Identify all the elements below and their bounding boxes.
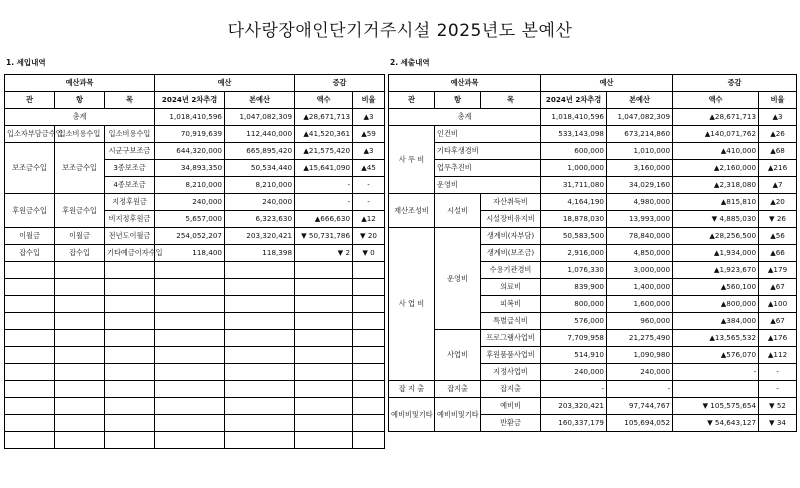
- expense-prev: 18,878,030: [541, 211, 607, 228]
- table-row: [5, 279, 385, 296]
- income-section-label: 1. 세입내역: [6, 58, 46, 67]
- expense-amount: ▲140,071,762: [673, 126, 759, 143]
- expense-ratio: ▲100: [759, 296, 797, 313]
- expense-prev: 600,000: [541, 143, 607, 160]
- expense-group-property: 재산조성비: [389, 194, 435, 228]
- expense-amount: ▲28,256,500: [673, 228, 759, 245]
- income-kwan: 후원금수입: [5, 194, 55, 228]
- expense-header-prev: 2024년 2차추경: [541, 92, 607, 109]
- expense-prev: 31,711,080: [541, 177, 607, 194]
- expense-header-change: 증감: [673, 75, 797, 92]
- income-prev: 254,052,207: [155, 228, 225, 245]
- expense-amount: ▲13,565,532: [673, 330, 759, 347]
- income-curr: 665,895,420: [225, 143, 295, 160]
- income-mok: 기타예금이자수입: [105, 245, 155, 262]
- expense-prev: 7,709,958: [541, 330, 607, 347]
- income-ratio: -: [353, 177, 385, 194]
- income-total-prev: 1,018,410,596: [155, 109, 225, 126]
- table-row: [5, 432, 385, 449]
- expense-label: 생계비(자부담): [481, 228, 541, 245]
- expense-header-kwan: 관: [389, 92, 435, 109]
- table-row: [389, 381, 797, 398]
- expense-hang-facility: 시설비: [435, 194, 481, 228]
- income-mok: 4종보조금: [105, 177, 155, 194]
- income-total-curr: 1,047,082,309: [225, 109, 295, 126]
- income-hang: 보조금수입: [55, 143, 105, 194]
- income-header-ratio: 비율: [353, 92, 385, 109]
- expense-hang-program: 사업비: [435, 330, 481, 381]
- expense-curr: 4,850,000: [607, 245, 673, 262]
- expense-curr: 960,000: [607, 313, 673, 330]
- expense-ratio: ▲56: [759, 228, 797, 245]
- income-mok: 비지정후원금: [105, 211, 155, 228]
- expense-ratio: ▲176: [759, 330, 797, 347]
- income-amount: ▲15,641,090: [295, 160, 353, 177]
- income-ratio: ▲59: [353, 126, 385, 143]
- income-table: [4, 74, 385, 449]
- table-row: [5, 330, 385, 347]
- income-prev: 70,919,639: [155, 126, 225, 143]
- income-prev: 8,210,000: [155, 177, 225, 194]
- income-amount: ▲666,630: [295, 211, 353, 228]
- expense-amount: ▲410,000: [673, 143, 759, 160]
- table-row: [389, 194, 797, 211]
- income-mok: 입소비용수입: [105, 126, 155, 143]
- expense-label: 특별급식비: [481, 313, 541, 330]
- table-row: [389, 398, 797, 415]
- table-row: [5, 313, 385, 330]
- income-ratio: ▼ 0: [353, 245, 385, 262]
- page-title: 다사랑장애인단기거주시설 2025년도 본예산: [227, 21, 573, 41]
- income-prev: 644,320,000: [155, 143, 225, 160]
- expense-header-amount: 액수: [673, 92, 759, 109]
- expense-prev: 1,076,330: [541, 262, 607, 279]
- income-header-budget: 예산: [155, 75, 295, 92]
- income-curr: 203,320,421: [225, 228, 295, 245]
- table-row: [5, 194, 385, 211]
- expense-total-label: 총계: [389, 109, 541, 126]
- income-prev: 34,893,350: [155, 160, 225, 177]
- income-amount: -: [295, 177, 353, 194]
- expense-ratio: -: [759, 364, 797, 381]
- expense-ratio: ▲67: [759, 279, 797, 296]
- expense-total-curr: 1,047,082,309: [607, 109, 673, 126]
- income-amount: -: [295, 194, 353, 211]
- income-ratio: ▲3: [353, 143, 385, 160]
- table-row: [5, 415, 385, 432]
- expense-group-admin: 사 무 비: [389, 126, 435, 194]
- expense-label: 후원품품사업비: [481, 347, 541, 364]
- income-ratio: -: [353, 194, 385, 211]
- expense-ratio: ▲112: [759, 347, 797, 364]
- income-header-row-1: [5, 75, 385, 92]
- expense-amount: ▲1,923,670: [673, 262, 759, 279]
- table-row: [389, 160, 797, 177]
- income-mok: 지정후원금: [105, 194, 155, 211]
- expense-section-label: 2. 세출내역: [390, 58, 430, 67]
- expense-ratio: ▲67: [759, 313, 797, 330]
- expense-amount: ▼ 54,643,127: [673, 415, 759, 432]
- income-header-group: 예산과목: [5, 75, 155, 92]
- table-row: [389, 330, 797, 347]
- table-row: [5, 398, 385, 415]
- expense-curr: 1,400,000: [607, 279, 673, 296]
- table-row: [389, 143, 797, 160]
- expense-ratio: ▼ 34: [759, 415, 797, 432]
- income-kwan: 입소자부담금수입: [5, 126, 55, 143]
- income-header-row-2: [5, 92, 385, 109]
- income-ratio: ▲12: [353, 211, 385, 228]
- expense-amount: ▲815,810: [673, 194, 759, 211]
- expense-amount: ▼ 4,885,030: [673, 211, 759, 228]
- expense-prev: 2,916,000: [541, 245, 607, 262]
- expense-ratio: ▲216: [759, 160, 797, 177]
- expense-amount: [673, 381, 759, 398]
- income-curr: 112,440,000: [225, 126, 295, 143]
- income-curr: 50,534,440: [225, 160, 295, 177]
- expense-label: 의료비: [481, 279, 541, 296]
- expense-prev: 160,337,179: [541, 415, 607, 432]
- income-kwan: 보조금수입: [5, 143, 55, 194]
- expense-amount: ▲1,934,000: [673, 245, 759, 262]
- expense-amount: ▲576,070: [673, 347, 759, 364]
- expense-prev: 576,000: [541, 313, 607, 330]
- expense-curr: 1,600,000: [607, 296, 673, 313]
- income-prev: 5,657,000: [155, 211, 225, 228]
- expense-label: 수용기관경비: [481, 262, 541, 279]
- income-mok: 3종보조금: [105, 160, 155, 177]
- table-row: [5, 296, 385, 313]
- income-mok: 시군구보조금: [105, 143, 155, 160]
- expense-total-row: [389, 109, 797, 126]
- income-amount: ▼ 50,731,786: [295, 228, 353, 245]
- expense-ratio: ▲26: [759, 126, 797, 143]
- expense-label: 업무추진비: [435, 160, 541, 177]
- expense-ratio: ▲179: [759, 262, 797, 279]
- income-hang: 이월금: [55, 228, 105, 245]
- expense-amount: ▲560,100: [673, 279, 759, 296]
- expense-label: 인건비: [435, 126, 541, 143]
- expense-label: 자산취득비: [481, 194, 541, 211]
- expense-curr: 3,160,000: [607, 160, 673, 177]
- table-row: [5, 381, 385, 398]
- expense-prev: -: [541, 381, 607, 398]
- table-row: [5, 364, 385, 381]
- expense-header-mok: 목: [481, 92, 541, 109]
- table-row: [5, 126, 385, 143]
- expense-label: 잡지출: [481, 381, 541, 398]
- table-row: [5, 143, 385, 160]
- income-header-kwan: 관: [5, 92, 55, 109]
- expense-ratio: -: [759, 381, 797, 398]
- income-hang: 후원금수입: [55, 194, 105, 228]
- income-curr: 118,398: [225, 245, 295, 262]
- expense-label: 시설장비유지비: [481, 211, 541, 228]
- expense-curr: 97,744,767: [607, 398, 673, 415]
- income-total-row: [5, 109, 385, 126]
- expense-prev: 514,910: [541, 347, 607, 364]
- expense-curr: 1,090,980: [607, 347, 673, 364]
- expense-header-curr: 본예산: [607, 92, 673, 109]
- expense-header-ratio: 비율: [759, 92, 797, 109]
- expense-curr: 673,214,860: [607, 126, 673, 143]
- expense-prev: 50,583,500: [541, 228, 607, 245]
- income-ratio: ▼ 20: [353, 228, 385, 245]
- expense-curr: 78,840,000: [607, 228, 673, 245]
- income-mok: 전년도이월금: [105, 228, 155, 245]
- expense-header-budget: 예산: [541, 75, 673, 92]
- expense-group-business: 사 업 비: [389, 228, 435, 381]
- expense-amount: ▲2,160,000: [673, 160, 759, 177]
- table-row: [389, 228, 797, 245]
- income-kwan: 이월금: [5, 228, 55, 245]
- expense-prev: 203,320,421: [541, 398, 607, 415]
- expense-ratio: ▼ 26: [759, 211, 797, 228]
- income-amount: ▼ 2: [295, 245, 353, 262]
- expense-curr: -: [607, 381, 673, 398]
- expense-table: [388, 74, 797, 432]
- expense-prev: 533,143,098: [541, 126, 607, 143]
- income-kwan: 잡수입: [5, 245, 55, 262]
- income-header-amount: 액수: [295, 92, 353, 109]
- expense-prev: 1,000,000: [541, 160, 607, 177]
- expense-ratio: ▲20: [759, 194, 797, 211]
- expense-curr: 105,694,052: [607, 415, 673, 432]
- expense-prev: 800,000: [541, 296, 607, 313]
- income-curr: 240,000: [225, 194, 295, 211]
- expense-hang-misc: 잡지출: [435, 381, 481, 398]
- expense-total-amount: ▲28,671,713: [673, 109, 759, 126]
- expense-group-reserve: 예비비및기타: [389, 398, 435, 432]
- income-header-prev: 2024년 2차추경: [155, 92, 225, 109]
- expense-label: 생계비(보조금): [481, 245, 541, 262]
- expense-amount: -: [673, 364, 759, 381]
- table-row: [389, 177, 797, 194]
- income-header-change: 증감: [295, 75, 385, 92]
- expense-curr: 34,029,160: [607, 177, 673, 194]
- income-header-curr: 본예산: [225, 92, 295, 109]
- expense-header-hang: 항: [435, 92, 481, 109]
- income-curr: 6,323,630: [225, 211, 295, 228]
- expense-curr: 4,980,000: [607, 194, 673, 211]
- income-total-amount: ▲28,671,713: [295, 109, 353, 126]
- table-row: [5, 262, 385, 279]
- income-prev: 118,400: [155, 245, 225, 262]
- income-amount: ▲21,575,420: [295, 143, 353, 160]
- expense-curr: 240,000: [607, 364, 673, 381]
- income-header-mok: 목: [105, 92, 155, 109]
- expense-label: 운영비: [435, 177, 541, 194]
- expense-label: 지정사업비: [481, 364, 541, 381]
- table-row: [5, 245, 385, 262]
- income-amount: ▲41,520,361: [295, 126, 353, 143]
- expense-curr: 13,993,000: [607, 211, 673, 228]
- expense-hang-reserve: 예비비및기타: [435, 398, 481, 432]
- income-hang: 잡수입: [55, 245, 105, 262]
- expense-ratio: ▲66: [759, 245, 797, 262]
- income-hang: 입소비용수입: [55, 126, 105, 143]
- table-row: [5, 347, 385, 364]
- expense-label: 예비비: [481, 398, 541, 415]
- expense-total-prev: 1,018,410,596: [541, 109, 607, 126]
- expense-amount: ▲800,000: [673, 296, 759, 313]
- expense-amount: ▲2,318,080: [673, 177, 759, 194]
- income-total-label: 총계: [5, 109, 155, 126]
- table-row: [5, 228, 385, 245]
- expense-header-group: 예산과목: [389, 75, 541, 92]
- expense-header-row-2: [389, 92, 797, 109]
- expense-curr: 21,275,490: [607, 330, 673, 347]
- expense-total-ratio: ▲3: [759, 109, 797, 126]
- expense-amount: ▼ 105,575,654: [673, 398, 759, 415]
- income-header-hang: 항: [55, 92, 105, 109]
- expense-curr: 3,000,000: [607, 262, 673, 279]
- expense-label: 프로그램사업비: [481, 330, 541, 347]
- income-prev: 240,000: [155, 194, 225, 211]
- expense-ratio: ▲7: [759, 177, 797, 194]
- expense-label: 반환금: [481, 415, 541, 432]
- expense-prev: 4,164,190: [541, 194, 607, 211]
- income-ratio: ▲45: [353, 160, 385, 177]
- expense-prev: 839,900: [541, 279, 607, 296]
- income-total-ratio: ▲3: [353, 109, 385, 126]
- expense-amount: ▲384,000: [673, 313, 759, 330]
- expense-header-row-1: [389, 75, 797, 92]
- table-row: [389, 126, 797, 143]
- expense-group-misc: 잡 지 출: [389, 381, 435, 398]
- expense-curr: 1,010,000: [607, 143, 673, 160]
- expense-ratio: ▼ 52: [759, 398, 797, 415]
- expense-prev: 240,000: [541, 364, 607, 381]
- income-curr: 8,210,000: [225, 177, 295, 194]
- expense-hang-operating: 운영비: [435, 228, 481, 330]
- expense-label: 피복비: [481, 296, 541, 313]
- expense-label: 기타후생경비: [435, 143, 541, 160]
- expense-ratio: ▲68: [759, 143, 797, 160]
